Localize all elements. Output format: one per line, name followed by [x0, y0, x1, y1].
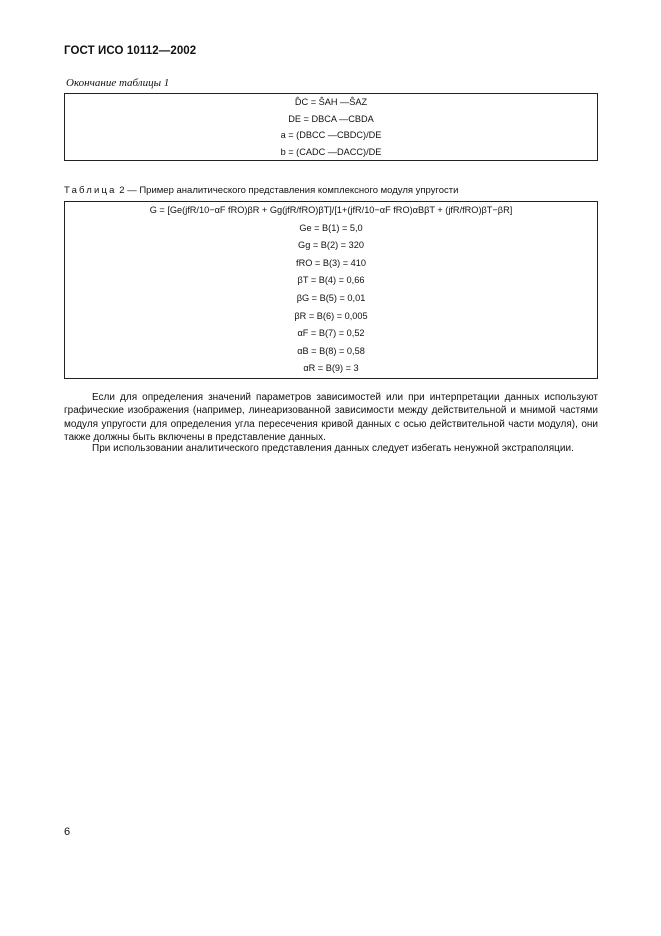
page-number: 6	[64, 826, 71, 838]
table1	[64, 93, 598, 161]
formula-cell: b = (CADC —DACC)/DE	[65, 144, 598, 161]
formula-cell: βT = B(4) = 0,66	[65, 272, 598, 290]
table-row	[65, 308, 598, 326]
table-row	[65, 127, 598, 144]
formula-cell: αB = B(8) = 0,58	[65, 343, 598, 361]
table-row	[65, 290, 598, 308]
table-row	[65, 255, 598, 273]
table1-caption: Окончание таблицы 1	[66, 77, 170, 89]
table-row	[65, 220, 598, 238]
table-row	[65, 272, 598, 290]
table-row	[65, 144, 598, 161]
formula-cell: Gg = B(2) = 320	[65, 237, 598, 255]
formula-cell: αF = B(7) = 0,52	[65, 325, 598, 343]
formula-cell: D̂C = ŜAH —ŜAZ	[65, 94, 598, 111]
table2-caption-text: 2 — Пример аналитического представления комплексного модуля упругости	[116, 185, 459, 196]
main-formula-cell: G = [Ge(jfR/10−αF fRO)βR + Gg(jfR/fRO)βT]/[1+(jfR/10−αF fRO)αBβT + (jfR/fRO)βT−βR]	[65, 202, 598, 220]
formula-cell: DE = DBCA —CBDA	[65, 111, 598, 128]
standard-code-header: ГОСТ ИСО 10112—2002	[64, 45, 197, 57]
table-row	[65, 202, 598, 220]
table-row	[65, 237, 598, 255]
body-paragraph: При использовании аналитического представления данных следует избегать ненужной экстраполяции.	[92, 443, 574, 454]
table-row	[65, 360, 598, 378]
body-paragraph: Если для определения значений параметров зависимостей или при интерпретации данных используют графические изображения (например, линеаризованной зависимости между действительной и мнимой частями модуля упругости для определения угла пересечения кривой данных с осью действительной части модуля), они также должны быть включены в представление данных.	[64, 392, 598, 444]
table-row	[65, 111, 598, 128]
formula-cell: Ge = B(1) = 5,0	[65, 220, 598, 238]
table2	[64, 201, 598, 379]
formula-cell: βR = B(6) = 0,005	[65, 308, 598, 326]
table-row	[65, 343, 598, 361]
formula-cell: a = (DBCC —CBDC)/DE	[65, 127, 598, 144]
formula-cell: αR = B(9) = 3	[65, 360, 598, 378]
table-row	[65, 94, 598, 111]
table2-caption-label: Таблица	[64, 185, 117, 196]
table2-caption	[64, 185, 458, 196]
formula-cell: βG = B(5) = 0,01	[65, 290, 598, 308]
table-row	[65, 325, 598, 343]
formula-cell: fRO = B(3) = 410	[65, 255, 598, 273]
